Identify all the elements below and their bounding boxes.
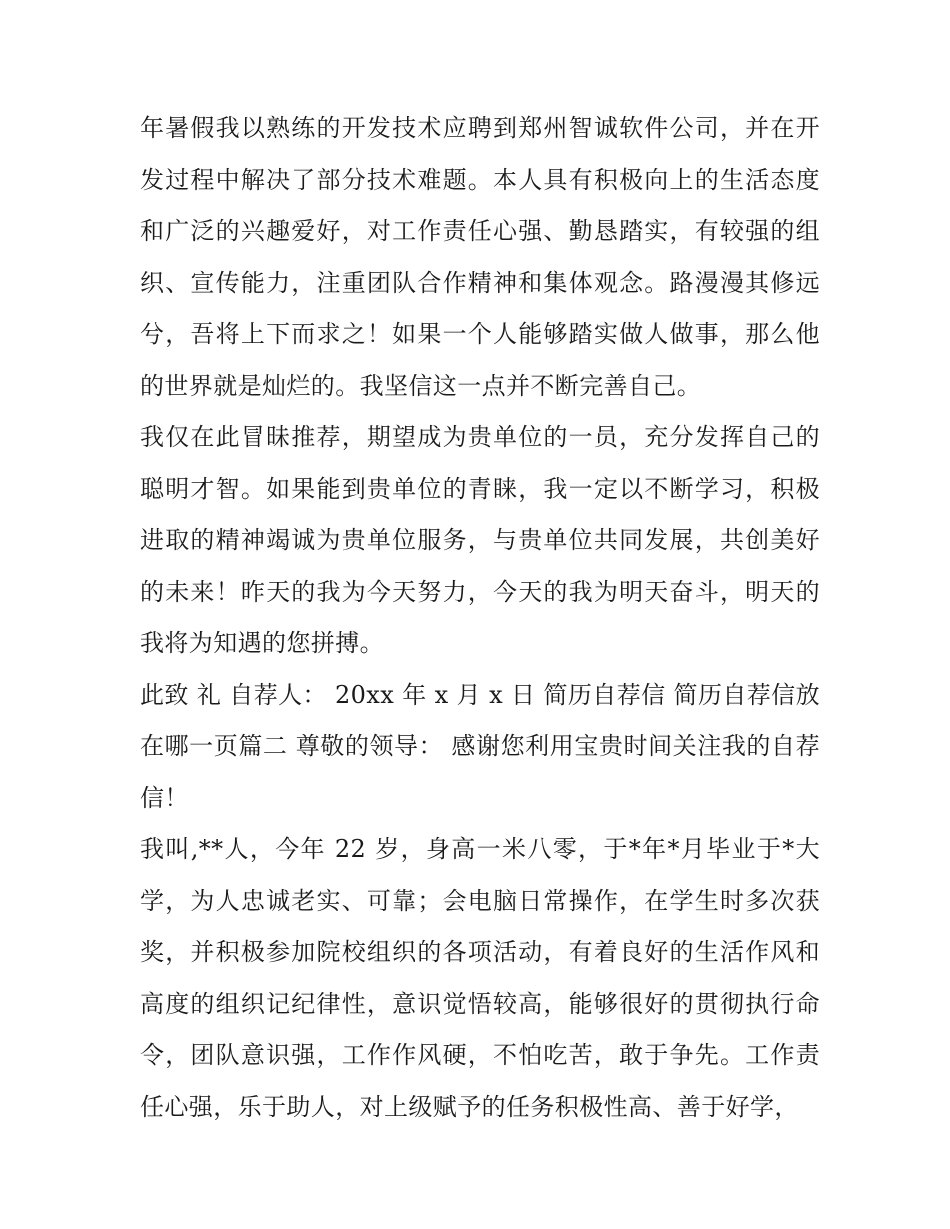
paragraph-4: 我叫,**人，今年 22 岁，身高一米八零，于*年*月毕业于*大学，为人忠诚老实、可靠；会电脑日常操作，在学生时多次获奖，并积极参加院校组织的各项活动，有着良好的生活作风和高度的组织记纪律性，意识觉悟较高，能够很好的贯彻执行命令，团队意识强，工作作风硬，不怕吃苦，敢于争先。工作责任心强，乐于助人，对上级赋予的任务积极性高、善于好学， [140, 835, 820, 1121]
paragraph-1: 年暑假我以熟练的开发技术应聘到郑州智诚软件公司，并在开发过程中解决了部分技术难题。本人具有积极向上的生活态度和广泛的兴趣爱好，对工作责任心强、勤恳踏实，有较强的组织、宣传能力，注重团队合作精神和集体观念。路漫漫其修远兮，吾将上下而求之！如果一个人能够踏实做人做事，那么他的世界就是灿烂的。我坚信这一点并不断完善自己。 [140, 114, 820, 400]
paragraph-2: 我仅在此冒昧推荐，期望成为贵单位的一员，充分发挥自己的聪明才智。如果能到贵单位的青睐，我一定以不断学习，积极进取的精神竭诚为贵单位服务，与贵单位共同发展，共创美好的未来！昨天的我为今天努力，今天的我为明天奋斗，明天的我将为知遇的您拼搏。 [140, 423, 820, 657]
document-body [140, 103, 820, 1133]
paragraph-3: 此致 礼 自荐人： 20xx 年 x 月 x 日 简历自荐信 简历自荐信放在哪一页篇二 尊敬的领导： 感谢您利用宝贵时间关注我的自荐信！ [140, 680, 820, 812]
